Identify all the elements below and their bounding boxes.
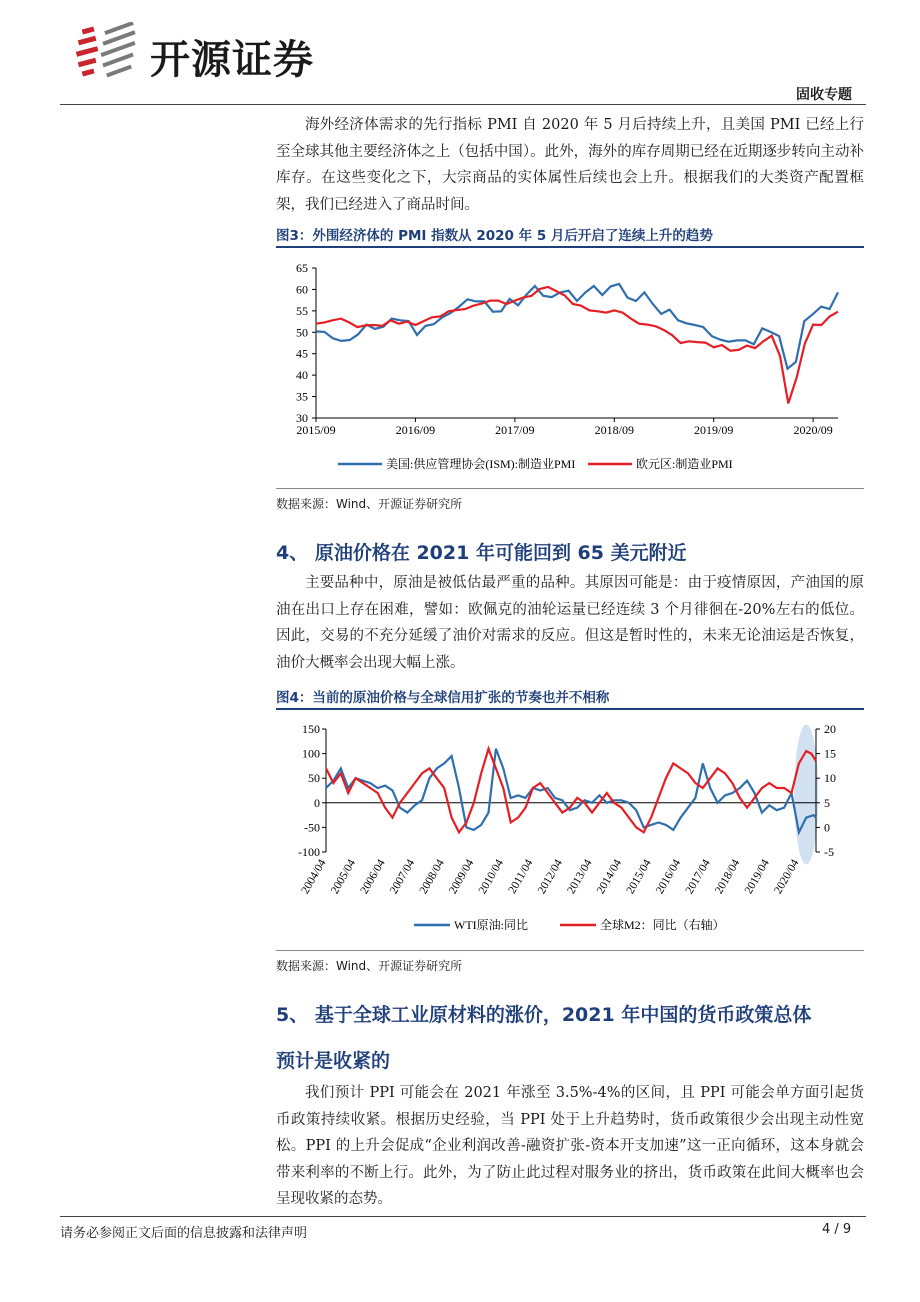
report-type-tag: 固收专题 [796,87,852,103]
section4-paragraph: 主要品种中，原油是被低估最严重的品种。其原因可能是：由于疫情原因，产油国的原油在出口上存在困难，譬如：欧佩克的油轮运量已经连续 3 个月徘徊在-20%左右的低位。因此，交易的不充分延缓了油价对需求的反应。但这是暂时性的，未来无论油运是否恢复，油价大概率会出现大幅上涨。 [276,575,864,671]
x-tick-label: 2020/09 [793,423,833,437]
logo-icon [74,22,140,80]
x-tick-label: 2013/04 [565,857,595,897]
x-tick-label: 2007/04 [388,857,418,897]
y-tick-label: 35 [296,389,308,404]
x-tick-label: 2017/09 [495,423,535,437]
figure3-title-rule [276,246,864,248]
left-y-tick-label: 100 [302,746,320,761]
x-tick-label: 2010/04 [476,857,506,897]
left-y-tick-label: 150 [302,722,320,736]
section5-paragraph: 我们预计 PPI 可能会在 2021 年涨至 3.5%-4%的区间，且 PPI 可能会单方面引起货币政策持续收紧。根据历史经验，当 PPI 处于上升趋势时，货币政策很少会出现主动性宽松。PPI 的上升会促成“企业利润改善-融资扩张-资本开支加速”这一正向循环，这本身就会带来利率的不断上行。此外，为了防止此过程对服务业的挤出，货币政策在此间大概率也会呈现收紧的态势。 [276,1085,864,1207]
right-y-tick-label: -5 [824,845,834,859]
figure3-source: 数据来源：Wind、开源证券研究所 [276,497,463,511]
brand-name: 开源证券 [150,37,314,83]
y-tick-label: 30 [296,411,308,425]
section4-heading: 4、 原油价格在 2021 年可能回到 65 美元附近 [276,542,687,564]
right-y-tick-label: 10 [824,771,836,786]
x-tick-label: 2015/09 [296,423,336,437]
figure3-title: 图3：外围经济体的 PMI 指数从 2020 年 5 月后开启了连续上升的趋势 [276,228,713,244]
x-tick-label: 2011/04 [506,857,536,896]
x-tick-label: 2012/04 [535,857,566,897]
x-tick-label: 2006/04 [358,857,388,897]
footer-disclaimer: 请务必参阅正文后面的信息披露和法律声明 [60,1226,308,1241]
legend-label: 全球M2：同比（右轴） [600,918,725,932]
x-tick-label: 2019/09 [694,423,734,437]
x-tick-label: 2018/04 [713,857,743,897]
oil-m2-line-chart [276,712,864,948]
right-y-tick-label: 15 [824,746,836,761]
figure4-source: 数据来源：Wind、开源证券研究所 [276,959,463,973]
x-tick-label: 2015/04 [624,857,654,897]
left-y-tick-label: 50 [308,771,320,786]
footer-rule [60,1216,866,1217]
left-y-tick-label: -100 [298,845,320,859]
x-tick-label: 2017/04 [683,857,713,897]
y-tick-label: 45 [296,346,308,361]
figure3-bottom-rule [276,488,864,489]
x-tick-label: 2019/04 [742,857,772,897]
page-number: 4 / 9 [822,1222,852,1237]
right-y-tick-label: 5 [824,795,830,810]
figure4-bottom-rule [276,950,864,951]
left-y-tick-label: 0 [314,795,320,810]
pmi-line-chart [276,250,864,485]
section5-heading-line2: 预计是收紧的 [276,1050,391,1072]
legend-label: 欧元区:制造业PMI [636,457,733,471]
x-tick-label: 2016/04 [653,857,684,897]
header-rule [60,104,866,105]
series-line-us-ism-pmi [316,284,838,369]
highlight-ellipse [794,725,818,865]
y-tick-label: 40 [296,368,308,383]
x-tick-label: 2020/04 [772,857,802,897]
x-tick-label: 2018/09 [594,423,634,437]
left-y-tick-label: -50 [304,820,320,835]
series-line-global-m2 [326,749,816,833]
series-line-eurozone-pmi [316,287,838,404]
intro-paragraph: 海外经济体需求的先行指标 PMI 自 2020 年 5 月后持续上升，且美国 PMI 已经上行至全球其他主要经济体之上（包括中国）。此外，海外的库存周期已经在近期逐步转向主动补库存。在这些变化之下，大宗商品的实体属性后续也会上升。根据我们的大类资产配置框架，我们已经进入了商品时间。 [276,117,864,213]
legend-label: 美国:供应管理协会(ISM):制造业PMI [386,457,576,471]
x-tick-label: 2008/04 [417,857,447,897]
section5-heading-line1: 5、 基于全球工业原材料的涨价，2021 年中国的货币政策总体 [276,1004,812,1026]
x-tick-label: 2005/04 [328,857,359,897]
y-tick-label: 55 [296,303,308,318]
legend-label: WTI原油:同比 [454,918,528,932]
x-tick-label: 2009/04 [447,857,477,897]
series-line-wti-crude [326,749,816,833]
y-tick-label: 60 [296,282,308,297]
right-y-tick-label: 20 [824,722,836,736]
y-tick-label: 65 [296,261,308,275]
x-tick-label: 2014/04 [594,857,625,897]
x-tick-label: 2016/09 [395,423,436,437]
figure4-title: 图4：当前的原油价格与全球信用扩张的节奏也并不相称 [276,690,610,706]
right-y-tick-label: 0 [824,820,830,835]
figure4-title-rule [276,708,864,710]
x-tick-label: 2004/04 [299,857,329,897]
y-tick-label: 50 [296,325,308,340]
